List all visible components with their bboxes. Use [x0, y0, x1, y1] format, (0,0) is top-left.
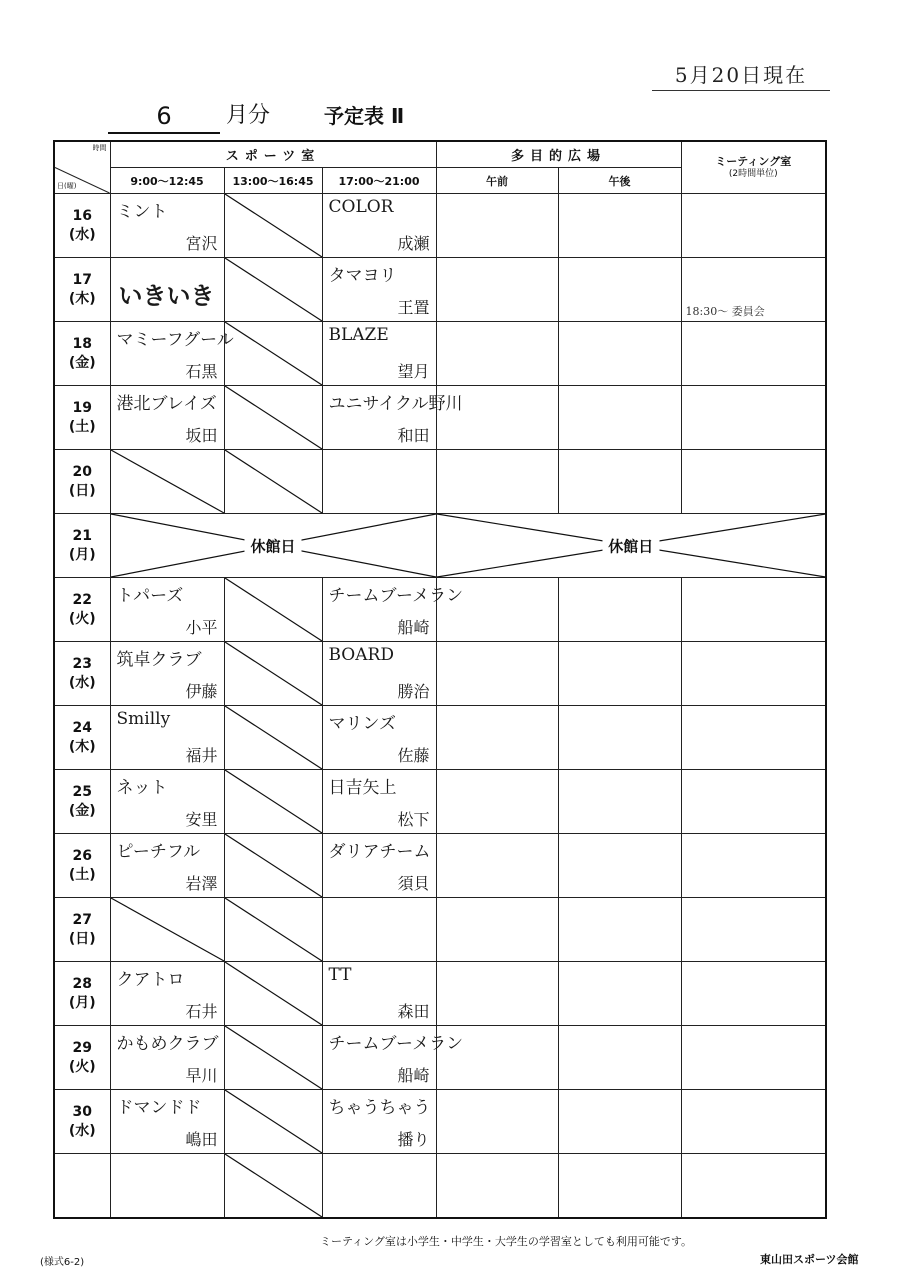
table-row: [54, 514, 826, 578]
representative-name: 嶋田: [185, 1130, 218, 1149]
date-cell: [54, 514, 110, 578]
date-cell: [54, 1026, 110, 1090]
day-number: 24: [72, 719, 92, 736]
slot-afternoon-cell: [224, 450, 322, 514]
representative-name: 福井: [185, 746, 218, 765]
slot-morning-cell: [110, 770, 224, 834]
table-row: [54, 962, 826, 1026]
day-number: 27: [72, 911, 92, 928]
date-cell: [54, 322, 110, 386]
slot-evening-cell: [322, 706, 436, 770]
weekday: (土): [68, 418, 96, 435]
slot-morning-cell: [110, 834, 224, 898]
representative-name: 須貝: [397, 874, 430, 893]
plaza-pm-cell: [558, 322, 681, 386]
team-name: マミーフグール: [116, 330, 234, 350]
slot-evening-cell: [322, 258, 436, 322]
plaza-am-cell: [436, 194, 558, 258]
representative-name: 石井: [185, 1002, 218, 1021]
representative-name: 播り: [397, 1130, 430, 1149]
day-number: 19: [72, 399, 92, 416]
day-number: 28: [72, 975, 92, 992]
sports-room-closed: [110, 514, 436, 578]
table-row: [54, 194, 826, 258]
representative-name: 船崎: [397, 618, 430, 637]
team-name: ちゃうちゃう: [328, 1098, 431, 1118]
team-name: ダリアチーム: [328, 842, 431, 862]
plaza-am-cell: [436, 1090, 558, 1154]
plaza-pm-cell: [558, 1026, 681, 1090]
multi-plaza-header: 多目的広場: [436, 141, 681, 168]
meeting-room-cell: [681, 258, 826, 322]
team-name: TT: [328, 965, 352, 985]
representative-name: 早川: [185, 1066, 218, 1085]
slot-morning-cell: [110, 898, 224, 962]
table-row: [54, 386, 826, 450]
plaza-am-cell: [436, 322, 558, 386]
table-row: [54, 1090, 826, 1154]
representative-name: 石黒: [185, 362, 218, 381]
table-row: [54, 1154, 826, 1219]
team-name: 筑卓クラブ: [116, 650, 202, 670]
day-number: 29: [72, 1039, 92, 1056]
slot-afternoon-cell: [224, 578, 322, 642]
slot-afternoon-cell: [224, 1026, 322, 1090]
slot-morning-cell: [110, 962, 224, 1026]
team-name: 日吉矢上: [328, 778, 397, 798]
team-name: ユニサイクル野川: [328, 394, 463, 414]
day-number: 30: [72, 1103, 92, 1120]
plaza-am-cell: [436, 1154, 558, 1219]
plaza-pm-cell: [558, 1154, 681, 1219]
day-number: 21: [72, 527, 92, 544]
table-row: [54, 258, 826, 322]
plaza-am: 午前: [436, 168, 558, 194]
slot-evening-cell: [322, 1090, 436, 1154]
header-corner: [54, 141, 110, 194]
day-number: 22: [72, 591, 92, 608]
slot-afternoon-cell: [224, 194, 322, 258]
representative-name: 佐藤: [397, 746, 430, 765]
day-number: 16: [72, 207, 92, 224]
weekday: (月): [68, 994, 96, 1011]
plaza-pm-cell: [558, 578, 681, 642]
weekday: (金): [68, 354, 96, 371]
slot-evening-cell: [322, 578, 464, 642]
corner-time-label: 時間: [92, 144, 107, 152]
slot-evening: 17:00～21:00: [322, 168, 436, 194]
slot-morning-cell: [110, 450, 224, 514]
date-cell: [54, 770, 110, 834]
plaza-pm-cell: [558, 386, 681, 450]
representative-name: 松下: [397, 810, 430, 829]
title-unit: 月分: [226, 103, 271, 128]
date-cell: [54, 834, 110, 898]
weekday: (日): [68, 930, 96, 947]
date-cell: [54, 898, 110, 962]
slot-evening-cell: [322, 962, 436, 1026]
meeting-room-cell: [681, 322, 826, 386]
meeting-room-cell: [681, 642, 826, 706]
slot-morning-cell: [110, 1026, 224, 1090]
meeting-room-cell: [681, 962, 826, 1026]
schedule-table: [53, 140, 827, 1219]
slot-evening-cell: [322, 1154, 436, 1219]
slot-evening-cell: [322, 642, 436, 706]
team-name: BOARD: [328, 645, 394, 665]
plaza-am-cell: [436, 450, 558, 514]
plaza-pm-cell: [558, 706, 681, 770]
representative-name: 伊藤: [185, 682, 218, 701]
team-name: ネット: [116, 778, 168, 798]
team-name: ミント: [116, 202, 168, 222]
table-row: [54, 578, 826, 642]
representative-name: 王置: [397, 298, 430, 317]
closed-label: 休館日: [602, 535, 659, 556]
team-name: COLOR: [328, 197, 394, 217]
weekday: (木): [68, 738, 96, 755]
corner-day-label: 日(曜): [57, 182, 77, 190]
plaza-meeting-closed: [436, 514, 826, 578]
meeting-room-cell: [681, 578, 826, 642]
plaza-pm-cell: [558, 770, 681, 834]
slot-evening-cell: [322, 1026, 464, 1090]
team-name: Smilly: [116, 709, 171, 729]
slot-morning-cell: [110, 322, 234, 386]
team-name: トパーズ: [116, 586, 184, 606]
slot-morning-cell: [110, 642, 224, 706]
slot-afternoon-cell: [224, 386, 322, 450]
plaza-pm: 午後: [558, 168, 681, 194]
representative-name: 坂田: [185, 426, 218, 445]
date-cell: [54, 706, 110, 770]
slot-afternoon-cell: [224, 962, 322, 1026]
plaza-pm-cell: [558, 834, 681, 898]
day-number: 26: [72, 847, 92, 864]
weekday: (火): [68, 1058, 96, 1075]
slot-afternoon: 13:00～16:45: [224, 168, 322, 194]
date-cell: [54, 1090, 110, 1154]
slot-evening-cell: [322, 450, 436, 514]
plaza-pm-cell: [558, 642, 681, 706]
representative-name: 宮沢: [185, 234, 218, 253]
weekday: (木): [68, 290, 96, 307]
plaza-pm-cell: [558, 1090, 681, 1154]
plaza-pm-cell: [558, 962, 681, 1026]
table-row: [54, 898, 826, 962]
weekday: (土): [68, 866, 96, 883]
slot-afternoon-cell: [224, 642, 322, 706]
slot-evening-cell: [322, 770, 436, 834]
footer-note: ミーティング室は小学生・中学生・大学生の学習室としても利用可能です。: [320, 1235, 693, 1248]
plaza-am-cell: [436, 898, 558, 962]
slot-afternoon-cell: [224, 322, 322, 386]
team-name: マリンズ: [328, 714, 396, 734]
table-row: [54, 450, 826, 514]
weekday: (日): [68, 482, 96, 499]
plaza-am-cell: [436, 642, 558, 706]
closed-label: 休館日: [244, 535, 301, 556]
meeting-room-cell: [681, 1090, 826, 1154]
table-row: [54, 642, 826, 706]
team-name: 港北ブレイズ: [116, 394, 217, 414]
slot-afternoon-cell: [224, 1090, 322, 1154]
date-cell: [54, 1154, 110, 1219]
team-name: いきいき: [118, 282, 215, 310]
meeting-room-cell: [681, 834, 826, 898]
team-name: タマヨリ: [328, 266, 397, 286]
slot-morning: 9:00～12:45: [110, 168, 224, 194]
slot-evening-cell: [322, 322, 436, 386]
weekday: (金): [68, 802, 96, 819]
meeting-room-cell: [681, 450, 826, 514]
slot-morning-cell: [110, 1090, 224, 1154]
slot-morning-cell: [110, 578, 224, 642]
slot-morning-cell: [110, 1154, 224, 1219]
day-number: 20: [72, 463, 92, 480]
plaza-am-cell: [436, 1026, 558, 1090]
title-name: 予定表 Ⅱ: [324, 104, 405, 128]
slot-afternoon-cell: [224, 706, 322, 770]
plaza-am-cell: [436, 962, 558, 1026]
slot-afternoon-cell: [224, 898, 322, 962]
meeting-room-cell: [681, 770, 826, 834]
slot-afternoon-cell: [224, 834, 322, 898]
plaza-pm-cell: [558, 258, 681, 322]
date-cell: [54, 450, 110, 514]
date-cell: [54, 642, 110, 706]
day-number: 23: [72, 655, 92, 672]
meeting-room-cell: [681, 386, 826, 450]
slot-evening-cell: [322, 834, 436, 898]
date-cell: [54, 962, 110, 1026]
table-row: [54, 1026, 826, 1090]
team-name: かもめクラブ: [116, 1034, 219, 1054]
meeting-room-cell: [681, 1026, 826, 1090]
representative-name: 岩澤: [185, 874, 218, 893]
plaza-am-cell: [436, 386, 558, 450]
day-number: 17: [72, 271, 92, 288]
table-row: [54, 706, 826, 770]
plaza-pm-cell: [558, 450, 681, 514]
plaza-pm-cell: [558, 898, 681, 962]
date-cell: [54, 194, 110, 258]
team-name: クアトロ: [116, 970, 185, 990]
meeting-room-cell: [681, 194, 826, 258]
sports-room-header: スポーツ室: [110, 141, 436, 168]
slot-evening-cell: [322, 386, 463, 450]
plaza-am-cell: [436, 258, 558, 322]
plaza-am-cell: [436, 770, 558, 834]
weekday: (水): [68, 674, 96, 691]
slot-evening-cell: [322, 898, 436, 962]
weekday: (火): [68, 610, 96, 627]
day-number: 25: [72, 783, 92, 800]
date-cell: [54, 386, 110, 450]
meeting-room-title: ミーティング室: [715, 154, 792, 168]
slot-afternoon-cell: [224, 1154, 322, 1219]
representative-name: 森田: [397, 1002, 430, 1021]
plaza-am-cell: [436, 706, 558, 770]
team-name: チームブーメラン: [328, 1034, 464, 1054]
representative-name: 小平: [185, 618, 218, 637]
representative-name: 和田: [397, 426, 430, 445]
plaza-am-cell: [436, 834, 558, 898]
table-row: [54, 322, 826, 386]
team-name: チームブーメラン: [328, 586, 464, 606]
slot-morning-cell: [110, 258, 224, 322]
date-cell: [54, 578, 110, 642]
facility-name: 東山田スポーツ会館: [760, 1253, 859, 1266]
slot-morning-cell: [110, 706, 224, 770]
team-name: ドマンドド: [116, 1098, 202, 1118]
weekday: (月): [68, 546, 96, 563]
table-row: [54, 770, 826, 834]
meeting-note: 18:30～ 委員会: [685, 305, 765, 318]
meeting-room-cell: [681, 898, 826, 962]
slot-evening-cell: [322, 194, 436, 258]
table-row: [54, 834, 826, 898]
as-of-date: 5月20日現在: [652, 60, 830, 91]
meeting-room-unit: (2時間単位): [728, 168, 778, 179]
slot-morning-cell: [110, 194, 224, 258]
representative-name: 望月: [397, 362, 430, 381]
slot-morning-cell: [110, 386, 224, 450]
meeting-room-cell: [681, 706, 826, 770]
representative-name: 安里: [185, 810, 218, 829]
representative-name: 船崎: [397, 1066, 430, 1085]
weekday: (水): [68, 226, 96, 243]
slot-afternoon-cell: [224, 258, 322, 322]
date-cell: [54, 258, 110, 322]
meeting-room-cell: [681, 1154, 826, 1219]
title-month: 6: [108, 100, 220, 134]
meeting-room-header: [681, 141, 826, 194]
plaza-am-cell: [436, 578, 558, 642]
representative-name: 成瀬: [397, 234, 430, 253]
representative-name: 勝治: [397, 682, 430, 701]
slot-afternoon-cell: [224, 770, 322, 834]
form-id: (様式6-2): [40, 1257, 85, 1268]
day-number: 18: [72, 335, 92, 352]
team-name: ピーチフル: [116, 842, 201, 862]
plaza-pm-cell: [558, 194, 681, 258]
weekday: (水): [68, 1122, 96, 1139]
team-name: BLAZE: [328, 325, 389, 345]
